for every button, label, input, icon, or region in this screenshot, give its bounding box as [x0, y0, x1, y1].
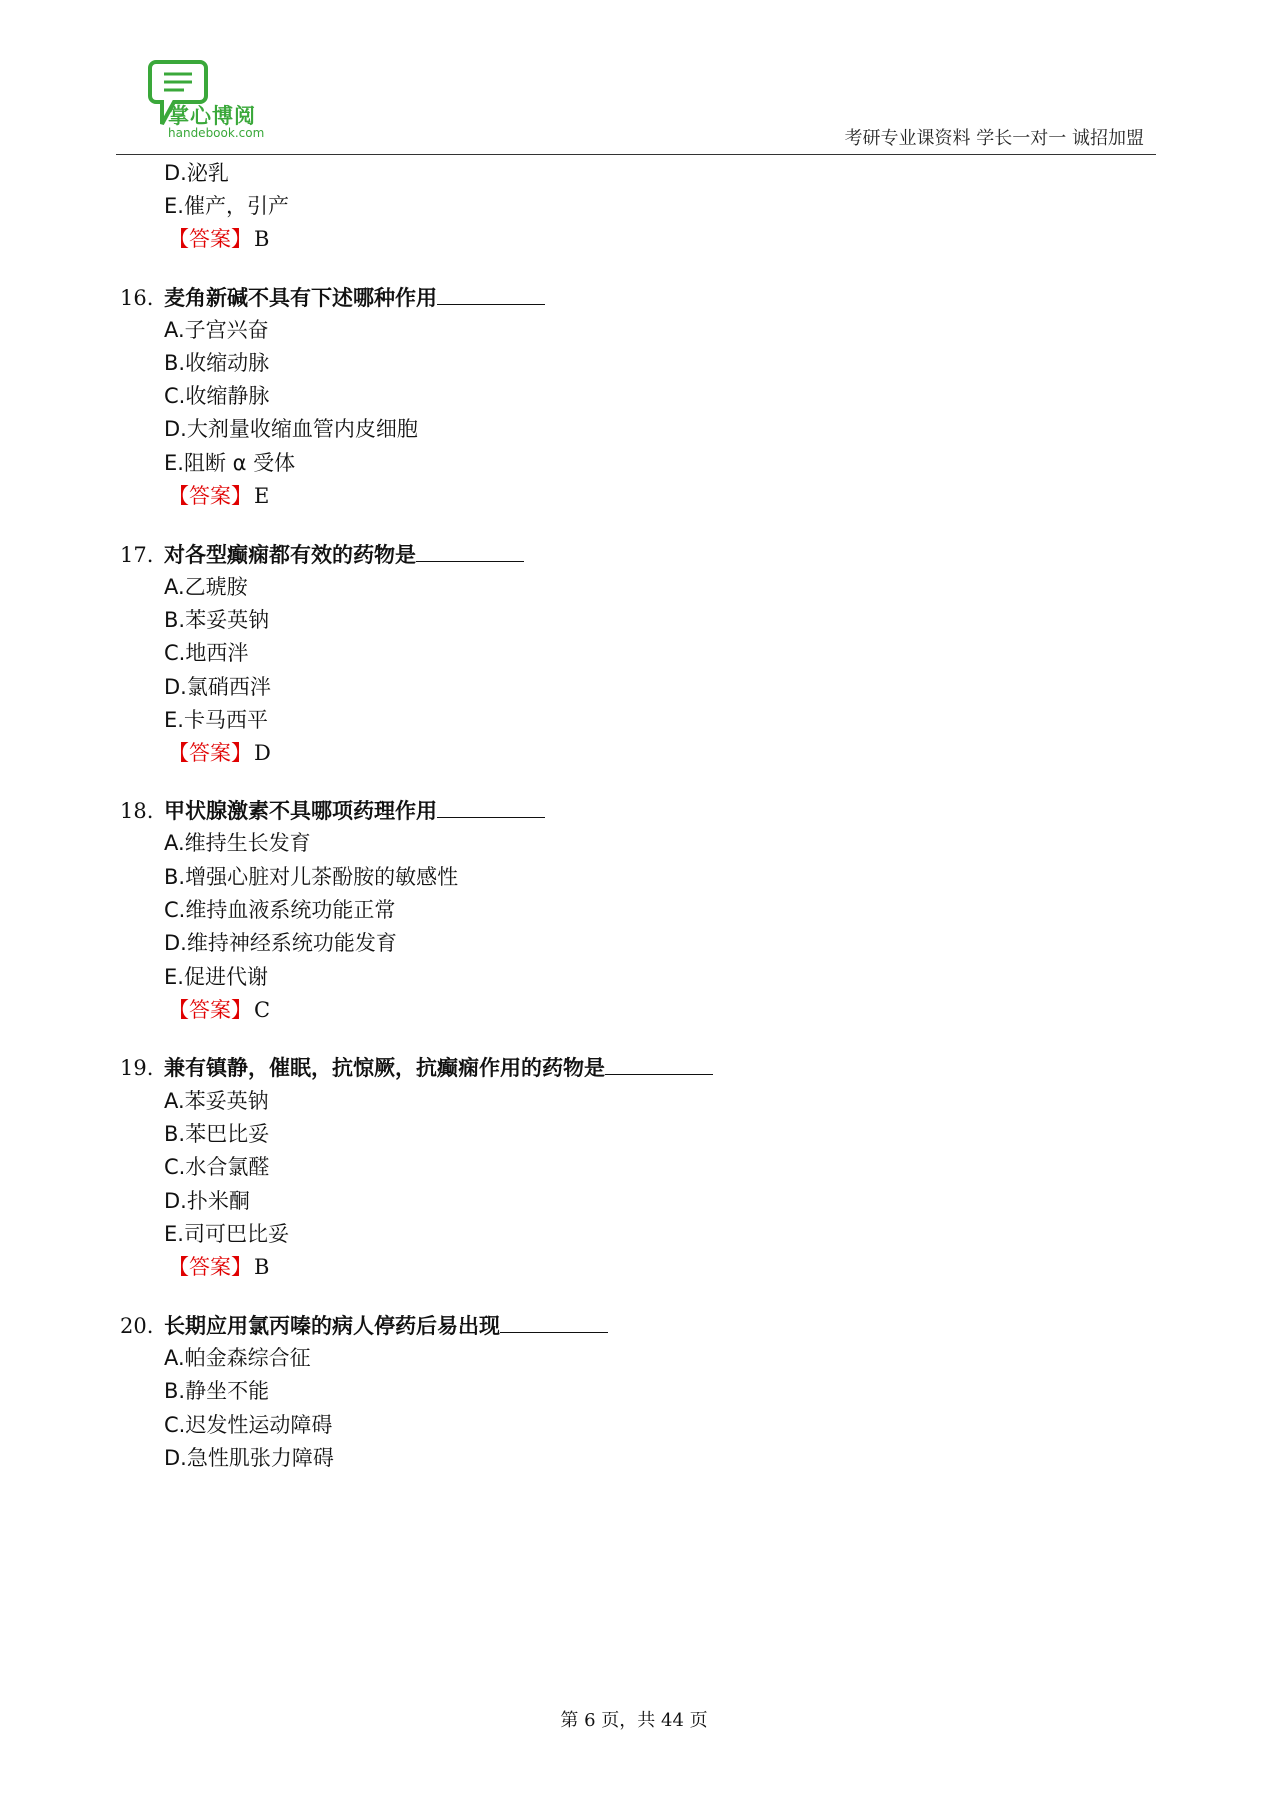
logo-text: 掌心博阅 [168, 104, 256, 128]
option-item: E.催产，引产 [164, 194, 289, 218]
option-item: D.急性肌张力障碍 [164, 1446, 334, 1470]
question-stem [120, 1052, 713, 1083]
answer-value: E [254, 484, 270, 508]
answer-value: C [254, 998, 271, 1022]
answer-value: B [254, 1255, 270, 1279]
answer-blank [437, 282, 545, 305]
option-item: C.水合氯醛 [164, 1155, 270, 1179]
header-divider [116, 154, 1156, 155]
question-text: 对各型癫痫都有效的药物是 [164, 543, 416, 567]
question-stem [120, 539, 524, 570]
page-header [116, 58, 1156, 158]
answer-label: 【答案】 [168, 998, 252, 1022]
answer-blank [416, 539, 524, 562]
question-text: 长期应用氯丙嗪的病人停药后易出现 [164, 1314, 500, 1338]
option-item: A.乙琥胺 [164, 575, 248, 599]
question-stem [120, 795, 545, 826]
answer-value: B [254, 227, 270, 251]
option-item: C.维持血液系统功能正常 [164, 898, 396, 922]
option-item: B.增强心脏对儿茶酚胺的敏感性 [164, 865, 459, 889]
question-number: 17. [120, 543, 154, 567]
answer-line [168, 995, 270, 1025]
option-item: A.帕金森综合征 [164, 1346, 311, 1370]
question-stem [120, 1310, 608, 1341]
option-item: D.氯硝西泮 [164, 675, 271, 699]
answer-label: 【答案】 [168, 741, 252, 765]
answer-label: 【答案】 [168, 227, 252, 251]
option-item: D.大剂量收缩血管内皮细胞 [164, 417, 418, 441]
question-number: 18. [120, 799, 154, 823]
option-item: B.苯巴比妥 [164, 1122, 270, 1146]
option-item: D.维持神经系统功能发育 [164, 931, 397, 955]
option-item: B.收缩动脉 [164, 351, 270, 375]
option-item: C.地西泮 [164, 641, 249, 665]
question-number: 19. [120, 1056, 154, 1080]
option-item: A.维持生长发育 [164, 831, 311, 855]
logo-url: handebook.com [168, 126, 265, 140]
option-item: D.扑米酮 [164, 1189, 250, 1213]
answer-line [168, 1252, 269, 1282]
option-item: B.苯妥英钠 [164, 608, 270, 632]
option-item: B.静坐不能 [164, 1379, 270, 1403]
option-item: A.苯妥英钠 [164, 1089, 269, 1113]
question-text: 兼有镇静，催眠，抗惊厥，抗癫痫作用的药物是 [164, 1056, 605, 1080]
question-number: 20. [120, 1314, 154, 1338]
option-item: E.阻断 α 受体 [164, 451, 296, 475]
answer-line [168, 481, 269, 511]
answer-label: 【答案】 [168, 1255, 252, 1279]
option-item: C.迟发性运动障碍 [164, 1413, 333, 1437]
answer-blank [437, 795, 545, 818]
answer-line [168, 224, 269, 254]
question-stem [120, 282, 545, 313]
answer-label: 【答案】 [168, 484, 252, 508]
page-footer: 第 6 页，共 44 页 [560, 1710, 708, 1731]
answer-line [168, 738, 271, 768]
option-item: E.卡马西平 [164, 708, 268, 732]
option-item: C.收缩静脉 [164, 384, 270, 408]
answer-blank [605, 1052, 713, 1075]
question-text: 甲状腺激素不具哪项药理作用 [164, 799, 437, 823]
answer-blank [500, 1310, 608, 1333]
question-number: 16. [120, 286, 154, 310]
option-item: E.司可巴比妥 [164, 1222, 289, 1246]
question-text: 麦角新碱不具有下述哪种作用 [164, 286, 437, 310]
header-slogan: 考研专业课资料 学长一对一 诚招加盟 [844, 128, 1144, 149]
option-item: E.促进代谢 [164, 965, 268, 989]
answer-value: D [254, 741, 271, 765]
option-item: A.子宫兴奋 [164, 318, 269, 342]
option-item: D.泌乳 [164, 161, 229, 185]
